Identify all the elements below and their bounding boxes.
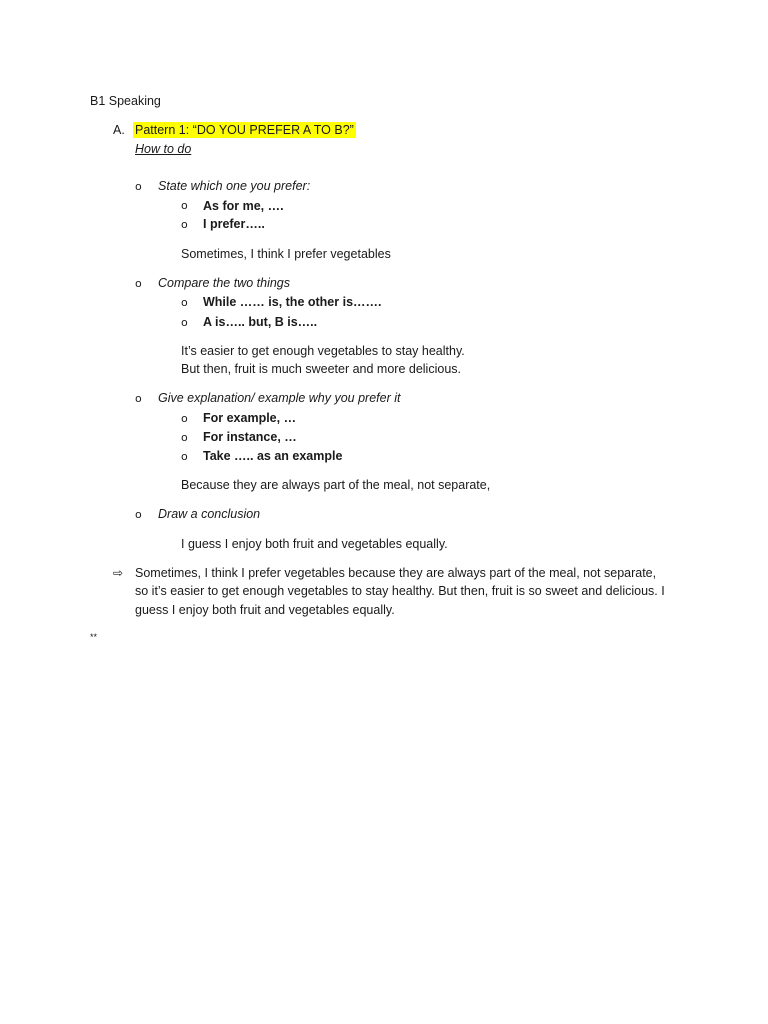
step-4-example-1: I guess I enjoy both fruit and vegetables equally. [181,537,448,551]
step-2-bullet: o [135,277,142,290]
step-3-bullet: o [135,392,142,405]
step-3-phrase-2: For instance, … [203,430,297,444]
step-4-title: Draw a conclusion [158,507,261,521]
step-1-title: State which one you prefer: [158,179,311,193]
step-3-phrase-3-bullet: o [181,450,188,463]
step-4-bullet: o [135,508,142,521]
summary-line-1: Sometimes, I think I prefer vegetables because they are always part of the meal, not separate, [135,566,657,580]
section-a-heading: Pattern 1: “DO YOU PREFER A TO B?” [135,123,354,137]
section-a-marker: A. [113,123,125,137]
step-1-phrase-2-bullet: o [181,218,188,231]
summary-arrow-icon: ⇨ [113,566,124,580]
step-1-phrase-2: I prefer….. [203,217,265,231]
section-a-subheading: How to do [135,142,192,156]
step-2-phrase-2: A is….. but, B is….. [203,315,318,329]
step-2-example-2: But then, fruit is much sweeter and more delicious. [181,362,461,376]
summary-line-2: so it’s easier to get enough vegetables to stay healthy. But then, fruit is so sweet and delicious. I [135,584,665,598]
footer-mark: ** [90,632,98,642]
step-2-phrase-1: While …… is, the other is……. [203,295,382,309]
step-3-phrase-1-bullet: o [181,412,188,425]
step-2-title: Compare the two things [158,276,291,290]
step-1-phrase-1: As for me, …. [203,199,284,213]
step-1-bullet: o [135,180,142,193]
step-2-phrase-1-bullet: o [181,296,188,309]
step-3-phrase-2-bullet: o [181,431,188,444]
step-3-phrase-3: Take ….. as an example [203,449,343,463]
step-2-example-1: It’s easier to get enough vegetables to stay healthy. [181,344,465,358]
step-1-phrase-1-bullet: o [181,199,188,212]
step-3-phrase-1: For example, … [203,411,297,425]
step-1-example-1: Sometimes, I think I prefer vegetables [181,247,391,261]
step-3-example-1: Because they are always part of the meal, not separate, [181,478,491,492]
step-3-title: Give explanation/ example why you prefer it [158,391,401,405]
step-2-phrase-2-bullet: o [181,316,188,329]
doc-title: B1 Speaking [90,94,161,108]
summary-line-3: guess I enjoy both fruit and vegetables equally. [135,603,395,617]
section-a-heading-wrap [133,121,356,139]
